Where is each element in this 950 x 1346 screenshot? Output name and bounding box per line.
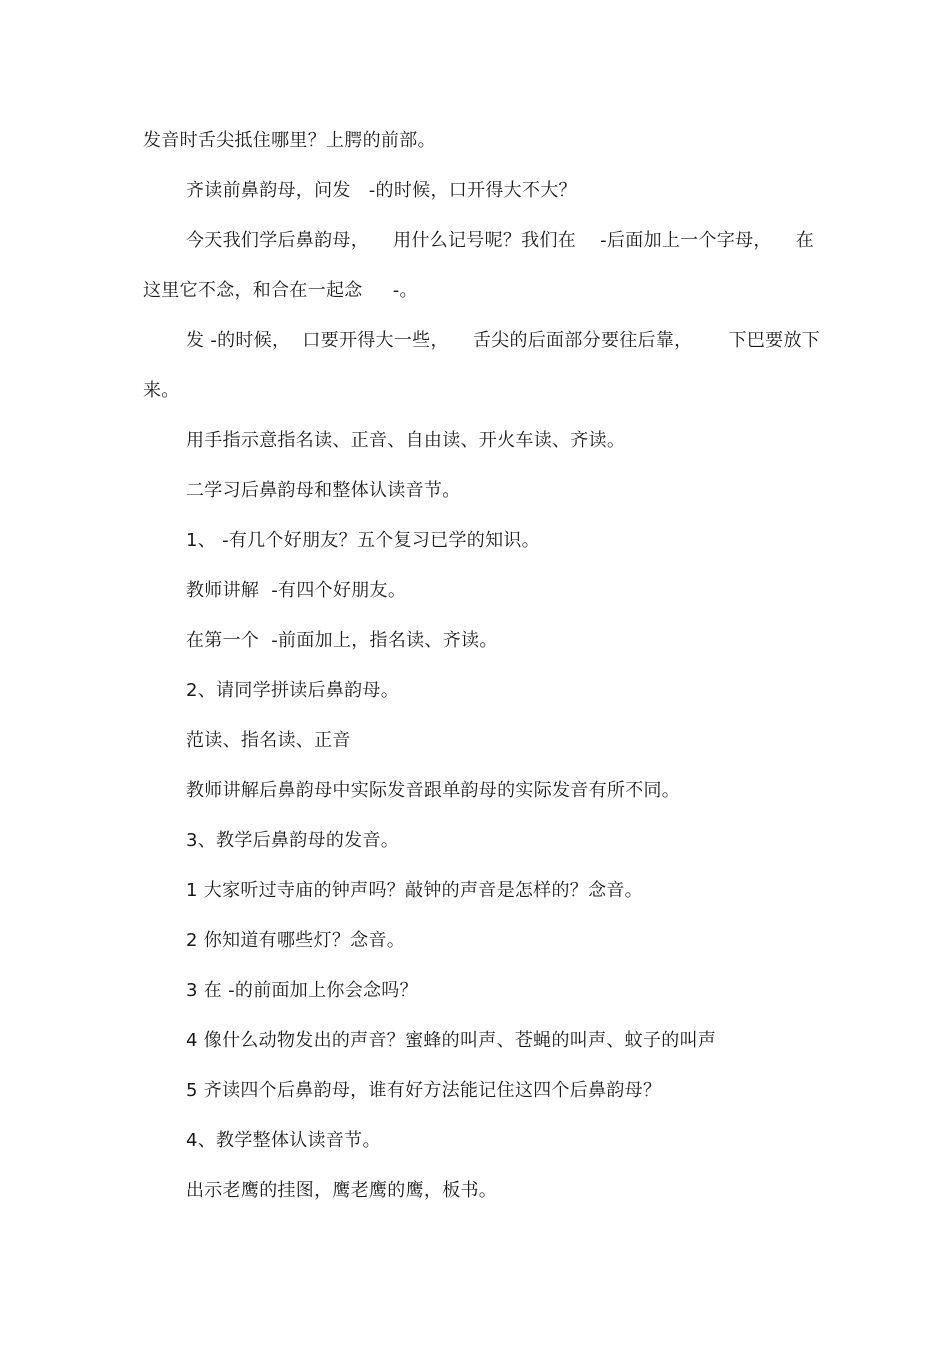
text-line-17: 2 你知道有哪些灯？念音。 bbox=[186, 930, 406, 951]
text-line-4: 这里它不念，和合在一起念 -。 bbox=[143, 280, 418, 301]
text-line-21: 4、教学整体认读音节。 bbox=[186, 1130, 381, 1151]
text-line-6: 来。 bbox=[143, 380, 180, 401]
text-line-16: 1 大家听过寺庙的钟声吗？敲钟的声音是怎样的？念音。 bbox=[186, 880, 643, 901]
text-line-15: 3、教学后鼻韵母的发音。 bbox=[186, 830, 400, 851]
text-line-12: 2、请同学拼读后鼻韵母。 bbox=[186, 680, 400, 701]
text-line-11: 在第一个 -前面加上，指名读、齐读。 bbox=[186, 630, 498, 651]
text-line-9: 1、 -有几个好朋友？五个复习已学的知识。 bbox=[186, 530, 540, 551]
text-line-20: 5 齐读四个后鼻韵母，谁有好方法能记住这四个后鼻韵母？ bbox=[186, 1080, 662, 1101]
text-line-5: 发 -的时候， 口要开得大一些， 舌尖的后面部分要往后靠， 下巴要放下 bbox=[186, 330, 821, 351]
text-line-7: 用手指示意指名读、正音、自由读、开火车读、齐读。 bbox=[186, 430, 626, 451]
text-line-22: 出示老鹰的挂图，鹰老鹰的鹰，板书。 bbox=[186, 1180, 498, 1201]
section-heading: 二学习后鼻韵母和整体认读音节。 bbox=[186, 480, 461, 501]
text-line-14: 教师讲解后鼻韵母中实际发音跟单韵母的实际发音有所不同。 bbox=[186, 780, 681, 801]
text-line-3: 今天我们学后鼻韵母， 用什么记号呢？我们在 -后面加上一个字母， 在 bbox=[186, 230, 815, 251]
text-line-1: 发音时舌尖抵住哪里？上腭的前部。 bbox=[143, 130, 436, 151]
text-line-2: 齐读前鼻韵母，问发 -的时候，口开得大不大？ bbox=[186, 180, 577, 201]
text-line-10: 教师讲解 -有四个好朋友。 bbox=[186, 580, 407, 601]
text-line-18: 3 在 -的前面加上你会念吗？ bbox=[186, 980, 418, 1001]
text-line-13: 范读、指名读、正音 bbox=[186, 730, 351, 751]
text-line-19: 4 像什么动物发出的声音？蜜蜂的叫声、苍蝇的叫声、蚊子的叫声 bbox=[186, 1030, 717, 1051]
